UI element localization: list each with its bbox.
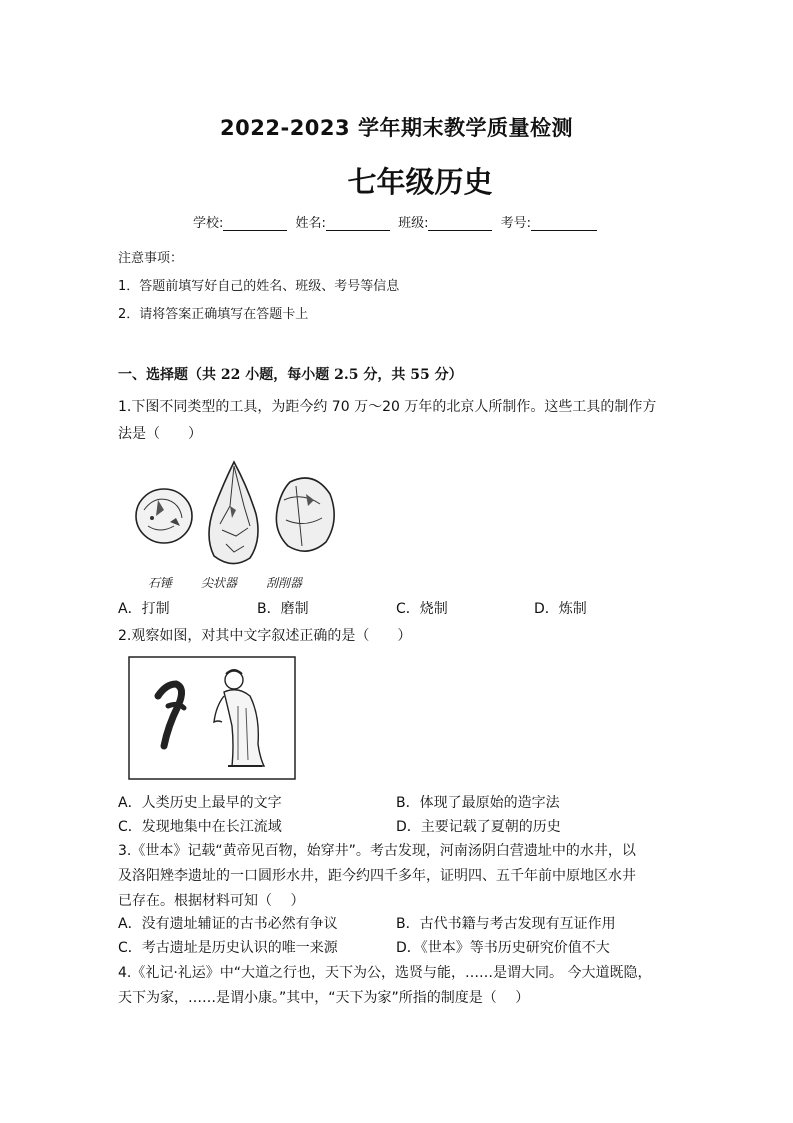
question-4-stem: 4.《礼记·礼运》中“大道之行也，天下为公，选贤与能，……是谓大同。 今大道既隐， [118, 965, 652, 981]
caption-scraper: 刮削器 [266, 576, 303, 590]
class-label: 班级: [398, 216, 429, 231]
option-a: A．打制 [118, 601, 170, 617]
question-1-stem: 1.下图不同类型的工具，为距今约 70 万～20 万年的北京人所制作。这些工具的制作方 [118, 399, 657, 415]
class-blank [428, 216, 492, 231]
exam-no-blank [531, 216, 597, 231]
stone-tools-figure [130, 460, 340, 572]
option-a: A．人类历史上最早的文字 [118, 795, 282, 811]
question-3-stem: 3.《世本》记载“黄帝见百物，始穿井”。考古发现，河南汤阴白营遗址中的水井，以 [118, 843, 636, 859]
name-label: 姓名: [295, 216, 326, 231]
scraper-image [276, 478, 334, 551]
question-3-stem-cont: 已存在。根据材料可知（ ） [118, 893, 305, 909]
note-item: 1．答题前填写好自己的姓名、班级、考号等信息 [118, 279, 400, 294]
option-b: B．古代书籍与考古发现有互证作用 [396, 916, 616, 932]
option-d: D．主要记载了夏朝的历史 [396, 819, 561, 835]
option-c: C．考古遗址是历史认识的唯一来源 [118, 940, 338, 956]
school-blank [223, 216, 287, 231]
option-d: D．《世本》等书历史研究价值不大 [396, 940, 610, 956]
option-c: C．烧制 [396, 601, 448, 617]
option-a: A．没有遗址辅证的古书必然有争议 [118, 916, 338, 932]
caption-point-tool: 尖状器 [201, 576, 238, 590]
section-heading: 一、选择题（共 22 小题，每小题 2.5 分，共 55 分） [118, 367, 463, 383]
subject-title: 七年级历史 [347, 165, 493, 199]
question-4-stem-cont: 天下为家，……是谓小康。”其中，“天下为家”所指的制度是（ ） [118, 990, 530, 1006]
option-c: C．发现地集中在长江流域 [118, 819, 282, 835]
hammerstone-image [136, 489, 192, 543]
caption-hammerstone: 石锤 [148, 576, 173, 590]
oracle-character-figure [128, 656, 296, 780]
school-label: 学校: [193, 216, 224, 231]
exam-no-label: 考号: [500, 216, 531, 231]
name-blank [326, 216, 390, 231]
option-b: B．磨制 [257, 601, 309, 617]
option-b: B．体现了最原始的造字法 [396, 795, 560, 811]
question-1-stem-cont: 法是（ ） [118, 426, 202, 442]
exam-title: 2022-2023 学年期末教学质量检测 [220, 116, 573, 140]
note-item: 2．请将答案正确填写在答题卡上 [118, 307, 309, 322]
student-info-row [193, 212, 601, 231]
question-3-stem-cont: 及洛阳矬李遗址的一口圆形水井，距今约四千多年，证明四、五千年前中原地区水井 [118, 868, 636, 884]
notes-heading: 注意事项： [118, 251, 184, 266]
question-2-stem: 2.观察如图，对其中文字叙述正确的是（ ） [118, 628, 412, 644]
option-d: D．炼制 [534, 601, 587, 617]
point-tool-image [209, 462, 258, 564]
